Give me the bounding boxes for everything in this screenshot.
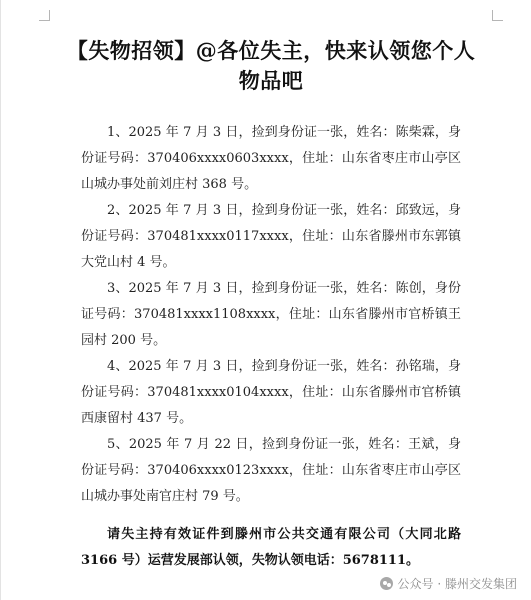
item-list	[81, 120, 461, 510]
page-corner-mark-right	[492, 10, 503, 21]
claim-notice: 请失主持有效证件到滕州市公共交通有限公司（大同北路 3166 号）运营发展部认领，失物认领电话：5678111。	[81, 527, 461, 568]
list-item: 4、2025 年 7 月 3 日，捡到身份证一张，姓名：孙铭瑞，身份证号码：370481xxxx0104xxxx，住址：山东省滕州市官桥镇西康留村 437 号。	[81, 359, 461, 426]
document-title: 【失物招领】@各位失主，快来认领您个人物品吧	[66, 38, 476, 93]
page-corner-mark-left	[39, 10, 50, 21]
watermark	[380, 575, 517, 592]
list-item: 1、2025 年 7 月 3 日，捡到身份证一张，姓名：陈柴霖，身份证号码：370406xxxx0603xxxx，住址：山东省枣庄市山亭区山城办事处前刘庄村 368 号。	[81, 125, 461, 192]
watermark-text: 公众号 · 滕州交发集团	[397, 577, 517, 591]
list-item: 2、2025 年 7 月 3 日，捡到身份证一张，姓名：邱致远，身份证号码：370481xxxx0117xxxx，住址：山东省滕州市东郭镇大党山村 4 号。	[81, 203, 461, 270]
wechat-official-account-icon	[380, 577, 393, 590]
list-item: 3、2025 年 7 月 3 日，捡到身份证一张，姓名：陈创，身份证号码：370481xxxx1108xxxx，住址：山东省滕州市官桥镇王园村 200 号。	[81, 281, 461, 348]
list-item: 5、2025 年 7 月 22 日，捡到身份证一张，姓名：王斌，身份证号码：370406xxxx0123xxxx，住址：山东省枣庄市山亭区山城办事处南官庄村 79 号。	[81, 437, 461, 504]
